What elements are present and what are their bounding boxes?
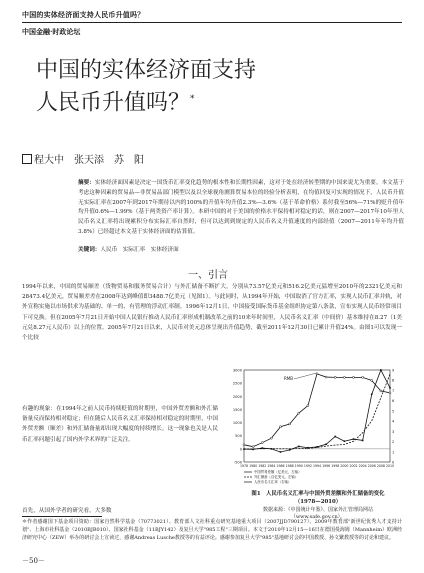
- footnote-rule: [22, 516, 102, 517]
- figure-caption-line-2: （1978—2010）: [294, 499, 342, 505]
- y-right-tick-label: 6: [392, 399, 395, 404]
- x-tick-label: 2004: [358, 464, 367, 468]
- rmb-callout-label: RMB: [284, 376, 293, 381]
- series-point: [344, 440, 346, 442]
- y-left-tick-label: 500: [235, 434, 242, 439]
- x-tick-label: 1986: [276, 464, 285, 468]
- x-tick-label: 1980: [249, 464, 258, 468]
- abstract-label: 摘要：: [78, 180, 95, 186]
- figure-caption-line-1: 图1 人民币名义汇率与中国外贸差额和外汇储备的变化: [251, 491, 385, 497]
- y-right-tick-label: 2: [392, 440, 395, 445]
- series-point: [353, 376, 355, 378]
- x-tick-label: 1978: [239, 464, 249, 468]
- x-tick-label: 1988: [285, 464, 294, 468]
- y-left-tick-label: 2000: [232, 394, 242, 399]
- x-tick-label: 1994: [312, 464, 322, 468]
- x-tick-label: 2010: [385, 464, 395, 468]
- y-left-tick-label: 1500: [232, 407, 242, 412]
- series-point: [371, 393, 373, 395]
- paragraph-2: 有趣的现象：在1994年之前人民币持续贬值的时期里，中国外贸差额和外汇储备量反而保持相对稳定；但在随后人民币名义汇率保持相对稳定的时期里，中国外贸差额（顺差）和外汇储备量却出现大幅度的持续增长。这一现象也关是人民币汇率问题引起了国内外学术界的广泛关注。: [22, 406, 218, 443]
- column-name: 中国金融·时政论坛: [22, 27, 81, 36]
- keywords-text: 人民币 实际汇率 实体经济面: [100, 247, 179, 253]
- legend-entry: 中国贸易差额（亿美元，左轴）: [254, 470, 302, 474]
- y-right-tick-label: 4: [392, 419, 395, 424]
- series-point: [334, 436, 336, 438]
- y-right-tick-label: 7: [392, 388, 395, 393]
- legend-entry: 人民币名义汇率（右轴）: [254, 480, 292, 484]
- author-names: 程大中 张天添 苏 阳: [34, 155, 144, 166]
- series-point: [307, 405, 309, 407]
- x-tick-label: 2006: [367, 464, 376, 468]
- y-left-tick-label: 2500: [232, 381, 242, 386]
- series-point: [252, 446, 254, 448]
- series-point: [353, 438, 355, 440]
- y-left-tick-label: -500: [233, 460, 242, 465]
- series-point: [280, 426, 282, 428]
- x-tick-label: 2000: [340, 464, 349, 468]
- series-point: [334, 376, 336, 378]
- x-tick-label: 2002: [349, 464, 358, 468]
- legend-entry: 外汇储备（百亿美元，左轴）: [254, 475, 299, 479]
- y-right-tick-label: 0: [392, 460, 395, 465]
- x-tick-label: 1996: [322, 464, 331, 468]
- x-tick-label: 1990: [294, 464, 303, 468]
- y-right-tick-label: 3: [392, 429, 395, 434]
- series-point: [343, 376, 345, 378]
- paragraph-3: 首先，从国外学者的研究看，大多数: [22, 508, 112, 514]
- series-point: [298, 412, 300, 414]
- title-line-2: 人民币升值吗？: [36, 90, 191, 116]
- x-tick-label: 2008: [376, 464, 385, 468]
- abstract: [78, 179, 404, 238]
- y-left-tick-label: 0: [239, 447, 242, 452]
- series-point: [280, 451, 282, 453]
- running-head: 中国的实体经济面支持人民币升值吗？: [22, 10, 145, 19]
- keywords-label: 关键词：: [78, 247, 101, 253]
- series-point: [325, 443, 327, 445]
- series-point: [243, 444, 245, 446]
- y-left-tick-label: 3000: [232, 368, 242, 373]
- y-right-tick-label: 1: [392, 450, 395, 455]
- header-rule: [22, 22, 402, 23]
- x-tick-label: 1992: [303, 464, 312, 468]
- x-tick-label: 1998: [331, 464, 340, 468]
- series-point: [371, 380, 373, 382]
- keywords: [78, 245, 179, 253]
- y-right-tick-label: 5: [392, 409, 395, 414]
- series-point: [389, 387, 391, 389]
- x-tick-label: 1982: [258, 464, 267, 468]
- series-point: [289, 449, 291, 451]
- page-number: －50－: [22, 557, 45, 565]
- series-point: [298, 446, 300, 448]
- section-heading: 一、引言: [188, 270, 228, 281]
- abstract-text: 实体经济面因素是决定一国货币汇率变化趋势的根本性和长期性因素，这对于处在经济转型期的中国来说尤为重要。本文基于考虑这种因素的贸易品—非贸易品部门模型以及以全球视角测算贸易本位的经验分析表明，在均值回复可实现的情况下，人民币升值无实际汇率在2007年到2017年期待以内的100%的升值年均升值2.3%—3.6%（基于革命价格）系付我至56%—71%的贬升值年均升值0.6%—1.99%（基于两类资产率计算）。本研中国的对于美国的价格水平保持相对稳定的话，则在2007—2017年10年里人民币名义汇率将出现累积分布实际汇率自然时，但可以达到到规定的人民币名义升值速度的内部经值（2007—2011年年均升值3.8%）已经超过本文基于实体经济面的估算值。: [78, 180, 404, 235]
- chart-svg: [226, 366, 404, 490]
- paragraph-1: 1994年以来，中国的贸易顺差（货物贸易和服务贸易合计）与外汇储备不断扩大，分别从73.57亿美元和516.2亿美元猛增至2010年的2321亿美元和28473.4亿美元，贸易顺差差在2008年达到峰值即3488.7亿美元（见图1）。与此同时，从1994年开始，中国取消了官方汇率，实现人民币汇率并轨，对外宣称实施以市场供求为基础的、单一的、有管理的浮动汇率制。1996年12月1日，中国接受国际货币基金组织协定第八条款，宣布实现人民币经常项目下可兑换。但在2005年7月21日开始中国人民银行推动人民币汇率形成机制改革之前的10来年时间里，人民币名义汇率（中间价）基本维持在8.27（1美元兑8.27元人民币）以上的位置。2005年7月21日以来，人民币对美元总体呈现出升值趋势，截至2011年12月30日已累计升值24%。由图1可以发现一个比较: [22, 284, 402, 342]
- author-box-icon: [22, 154, 32, 164]
- series-point: [289, 423, 291, 425]
- x-tick-label: 1984: [267, 464, 276, 468]
- y-right-tick-label: 9: [392, 368, 395, 373]
- series-point: [362, 376, 364, 378]
- series-point: [325, 376, 327, 378]
- y-right-tick-label: 8: [392, 378, 395, 383]
- figure-caption: [240, 490, 396, 506]
- article-title: [36, 57, 396, 117]
- series-line-3: [244, 374, 390, 447]
- series-point: [362, 440, 364, 442]
- title-line-1: 中国的实体经济面支持: [36, 58, 257, 83]
- authors: [22, 151, 144, 166]
- rmb-callout-arrow: [294, 373, 317, 379]
- series-point: [261, 442, 263, 444]
- series-point: [380, 369, 382, 371]
- figure-source: 数据来源：《中国统计年鉴》、国家外汇管理局网站（www.safe.gov.cn）。: [262, 507, 373, 520]
- y-left-tick-label: 1000: [232, 421, 242, 426]
- series-point: [389, 392, 391, 394]
- series-line-1: [244, 370, 390, 452]
- footnote: ＊作者感谢国下基金项目资助：国家自然科学基金（70773021）、教育部人文社科重点研究基地重大项目（2007JJD790127）、2009年教育部"新世纪优秀人才支持计划"、上海市社科基金（2010BJB010）、国家社科基金（11BJY142）及复旦大学"985工程"三期项目。本文于2010年12月15—16日在德国曼海姆（Mannheim）欧洲经济研究中心（ZEW）举办的研讨会上宣读过，感谢Andreas Lusche教授等的有益评论。感谢参加复旦大学"985"基地研讨会的中国教授、孙文繁教授等的讨论和建议。: [22, 519, 402, 541]
- series-point: [270, 437, 272, 439]
- series-point: [380, 390, 382, 392]
- title-footnote-mark: *: [190, 94, 195, 104]
